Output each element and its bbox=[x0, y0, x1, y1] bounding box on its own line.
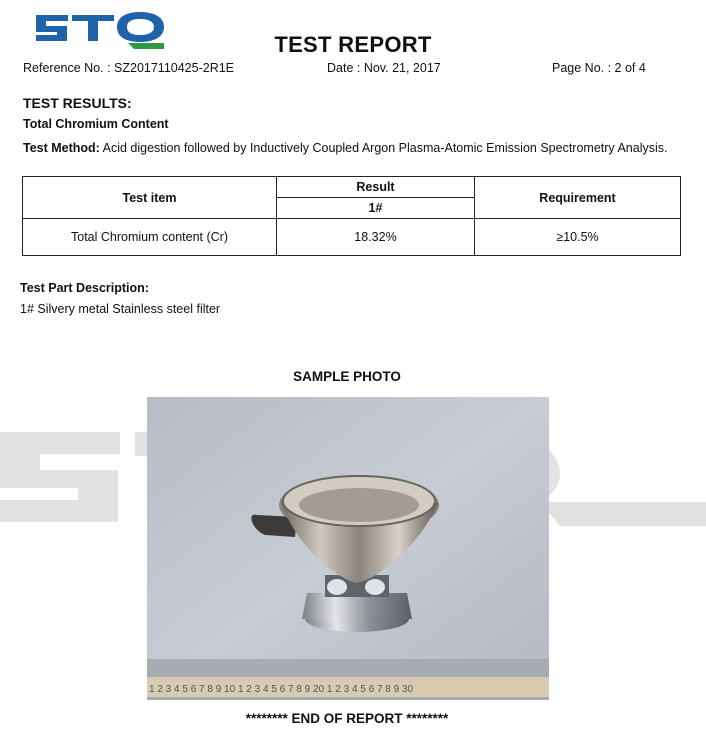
end-of-report: ******** END OF REPORT ******** bbox=[245, 711, 449, 726]
report-title: TEST REPORT bbox=[274, 32, 432, 57]
test-method-label: Test Method: bbox=[23, 141, 100, 155]
ruler-scale: 1 2 3 4 5 6 7 8 9 10 1 2 3 4 5 6 7 8 9 20 1 2 3 4 5 6 7 8 9 30 bbox=[149, 684, 414, 695]
sample-photo bbox=[147, 397, 549, 700]
col-result-sample: 1# bbox=[277, 198, 475, 219]
part-description-heading: Test Part Description: bbox=[20, 281, 149, 295]
cell-test-item: Total Chromium content (Cr) bbox=[23, 219, 277, 256]
test-method bbox=[23, 138, 683, 159]
test-method-text: Acid digestion followed by Inductively Coupled Argon Plasma-Atomic Emission Spectrometry Analysis. bbox=[99, 141, 668, 155]
results-heading: TEST RESULTS: bbox=[23, 95, 132, 111]
results-table bbox=[22, 176, 681, 256]
results-subheading: Total Chromium Content bbox=[23, 117, 169, 131]
col-result: Result bbox=[277, 177, 475, 198]
page-number: Page No. : 2 of 4 bbox=[552, 61, 646, 75]
reference-number: Reference No. : SZ2017110425-2R1E bbox=[23, 61, 235, 75]
part-description-text: 1# Silvery metal Stainless steel filter bbox=[20, 302, 221, 316]
cell-result: 18.32% bbox=[277, 219, 475, 256]
report-date: Date : Nov. 21, 2017 bbox=[327, 61, 441, 75]
sample-photo-label: SAMPLE PHOTO bbox=[293, 369, 401, 384]
cell-requirement: ≥10.5% bbox=[475, 219, 681, 256]
col-test-item: Test item bbox=[23, 177, 277, 219]
col-requirement: Requirement bbox=[475, 177, 681, 219]
